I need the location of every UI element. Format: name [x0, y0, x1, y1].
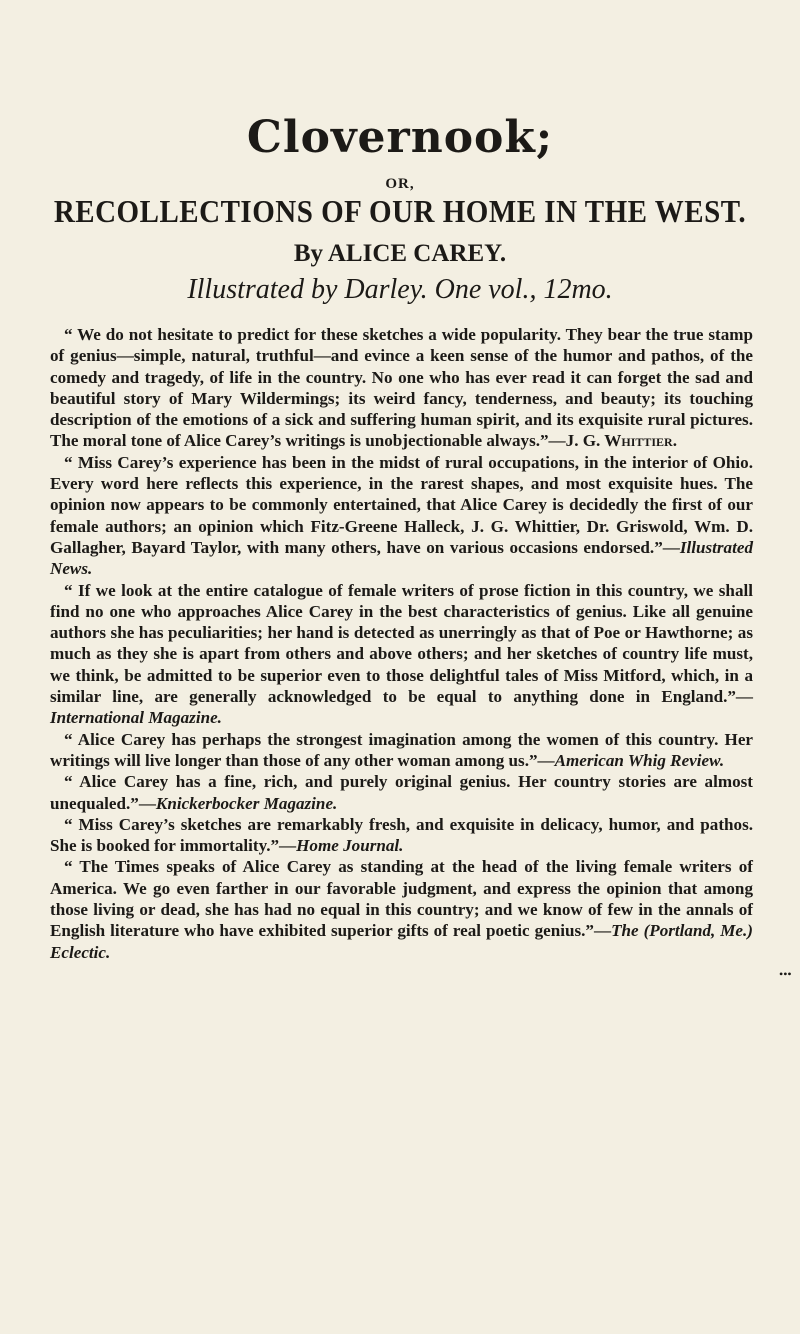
author-byline: By ALICE CAREY. [293, 240, 507, 267]
book-title: Clovernook; [246, 112, 554, 163]
edition-details: Illustrated by Darley. One vol., 12mo. [187, 274, 613, 305]
review-text: “ The Times speaks of Alice Carey as standing at the head of the living female writers of America. We go even farther in our favorable judgment, and express the opinion that among those living or dead, she has had no equal in this country; and we know of few in the annals of English literature who have exhibited superior gifts of real poetic genius.”— [50, 857, 753, 941]
review-source: Knickerbocker Magazine. [155, 793, 338, 813]
review-source: Home Journal. [296, 836, 404, 856]
review-source: American Whig Review. [554, 750, 725, 770]
review-source: The (Portland, Me.) Eclectic. [50, 921, 753, 962]
review-paragraph [50, 580, 753, 729]
review-paragraph [50, 452, 753, 580]
review-paragraph [50, 729, 753, 772]
title-connector: OR, [385, 176, 415, 192]
review-paragraph [50, 771, 753, 814]
review-paragraph [50, 856, 753, 962]
review-text: “ If we look at the entire catalogue of female writers of prose fiction in this country, we shall find no one who approaches Alice Carey in the best characteristics of genius. Like all genuine authors she has peculiarities; her hand is detected as unerringly as that of Poe or Hawthorne; as much as they she is apart from others and above others; and her sketches of country life must, we think, be admitted to be superior even to those delightful tales of Miss Mitford, which, in a similar line, are generally acknowledged to be equal to anything done in England.”— [50, 580, 753, 707]
review-text: “ We do not hesitate to predict for these sketches a wide popularity. They bear the true stamp of genius—simple, natural, truthful—and evince a keen sense of the humor and pathos, of the comedy and tragedy, of life in the country. No one who has ever read it can forget the sad and beautiful story of Mary Wildermings; its weird fancy, tenderness, and beauty; its touching description of the emotions of a sick and suffering human spirit, and its exquisite rural pictures. The moral tone of Alice Carey’s writings is unobjectionable always.”— [50, 325, 753, 451]
review-text: “ Miss Carey’s sketches are remarkably fresh, and exquisite in delicacy, humor, and pathos. She is booked for immortality.”— [50, 814, 753, 856]
review-text: “ Miss Carey’s experience has been in the midst of rural occupations, in the interior of Ohio. Every word here reflects this experience, in the rarest shapes, and most exquisite hues. The opinion now appears to be commonly entertained, that Alice Carey is decidedly the first of our female authors; an opinion which Fitz-Greene Halleck, J. G. Whittier, Dr. Griswold, Wm. D. Gallagher, Bayard Taylor, with many others, have on various occasions endorsed.”— [50, 452, 753, 557]
review-text: “ Alice Carey has perhaps the strongest imagination among the women of this country. Her writings will live longer than those of any other woman among us.”— [50, 729, 753, 770]
review-paragraph [50, 814, 753, 857]
review-excerpts [50, 324, 753, 963]
review-source: J. G. Whittier. [565, 431, 677, 451]
margin-mark: ••• [779, 967, 792, 981]
review-paragraph [50, 324, 753, 452]
book-subtitle: RECOLLECTIONS OF OUR HOME IN THE WEST. [53, 194, 747, 230]
review-text: “ Alice Carey has a fine, rich, and purely original genius. Her country stories are almost unequaled.”— [50, 772, 753, 813]
review-source: Illustrated News. [50, 537, 753, 579]
review-source: International Magazine. [50, 708, 222, 728]
